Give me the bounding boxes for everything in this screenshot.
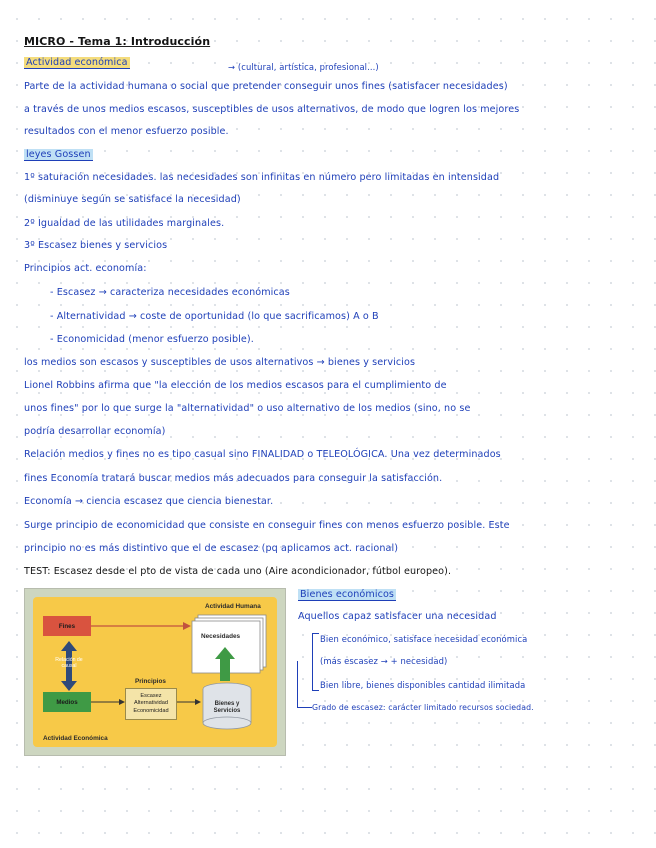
- section-heading-actividad-label: Actividad económica: [26, 57, 128, 68]
- box-principios: [125, 688, 177, 720]
- bullet-item: - Alternatividad → coste de oportunidad (lo que sacrificamos) A o B: [50, 311, 379, 322]
- paragraph-line: Economía → ciencia escasez que ciencia bienestar.: [24, 496, 274, 507]
- paragraph-line: Aquellos capaz satisfacer una necesidad: [298, 611, 497, 622]
- section-heading-bienes: [298, 590, 396, 600]
- list-item: Bien económico, satisface necesidad económica: [320, 634, 528, 644]
- paragraph-line: a través de unos medios escasos, susceptibles de usos alternativos, de modo que logren los mejores: [24, 104, 520, 115]
- principios-heading: Principios act. economía:: [24, 263, 147, 274]
- paragraph-line: Parte de la actividad humana o social que pretender conseguir unos fines (satisfacer necesidades): [24, 81, 508, 92]
- paragraph-line: fines Economía tratará buscar medios más adecuados para conseguir la satisfacción.: [24, 473, 443, 484]
- bullet-item: - Escasez → caracteriza necesidades económicas: [50, 287, 290, 298]
- paragraph-line: Surge principio de economicidad que consiste en conseguir fines con menos esfuerzo posible. Este: [24, 520, 510, 531]
- aside-note: → (cultural, artística, profesional...): [228, 62, 379, 72]
- diagram-photo: [24, 588, 286, 756]
- label-relacion: Relación de causal: [55, 657, 83, 670]
- connector-line: [297, 661, 312, 708]
- list-item: Grado de escasez: carácter limitado recursos sociedad.: [312, 703, 534, 712]
- box-fines-label: Fines: [58, 622, 76, 630]
- paragraph-line: los medios son escasos y susceptibles de usos alternativos → bienes y servicios: [24, 357, 416, 368]
- paragraph-line: Lionel Robbins afirma que "la elección de los medios escasos para el cumplimiento de: [24, 380, 447, 391]
- list-item: (más escasez → + necesidad): [320, 656, 448, 666]
- principio-escasez: Escasez: [140, 693, 162, 700]
- label-principios: Principios: [135, 678, 166, 685]
- box-medios-label: Medios: [56, 698, 78, 706]
- list-item: Bien libre, bienes disponibles cantidad ilimitada: [320, 680, 526, 690]
- label-actividad-humana: Actividad Humana: [205, 603, 261, 610]
- label-necesidades: Necesidades: [201, 633, 241, 640]
- label-bienes: Bienes y Servicios: [213, 701, 241, 715]
- section-heading-gossen: [24, 150, 93, 160]
- principio-alternatividad: Alternatividad: [134, 700, 168, 707]
- paragraph-line: unos fines" por lo que surge la "alternatividad" o uso alternativo de los medios (sino, no se: [24, 403, 471, 414]
- label-actividad-economica: Actividad Económica: [43, 735, 108, 742]
- list-item: (disminuye según se satisface la necesidad): [24, 194, 241, 205]
- page-title: MICRO - Tema 1: Introducción: [24, 35, 211, 48]
- box-fines: [43, 616, 91, 636]
- paragraph-line: Relación medios y fines no es tipo casual sino FINALIDAD o TELEOLÓGICA. Una vez determinados: [24, 449, 501, 460]
- diagram-arrows: [25, 589, 285, 755]
- bullet-item: - Economicidad (menor esfuerzo posible).: [50, 334, 254, 345]
- list-item: 3º Escasez bienes y servicios: [24, 240, 168, 251]
- label-arrow-vertical: Utilizar: [211, 651, 217, 667]
- test-line: TEST: Escasez desde el pto de vista de cada uno (Aire acondicionador, fútbol europeo).: [24, 566, 452, 577]
- box-medios: [43, 692, 91, 712]
- section-heading-bienes-label: Bienes económicos: [300, 589, 395, 600]
- paragraph-line: podría desarrollar economía): [24, 426, 166, 437]
- section-heading-actividad: [24, 58, 130, 68]
- paragraph-line: principio no es más distintivo que el de escasez (pq aplicamos act. racional): [24, 543, 399, 554]
- section-heading-gossen-label: leyes Gossen: [26, 149, 91, 160]
- list-item: 1º saturación necesidades. las necesidades son infinitas en número pero limitadas en intensidad: [24, 172, 500, 183]
- bracket: [312, 633, 319, 691]
- paragraph-line: resultados con el menor esfuerzo posible.: [24, 126, 229, 137]
- list-item: 2º Igualdad de las utilidades marginales.: [24, 218, 225, 229]
- principio-economicidad: Economicidad: [133, 707, 169, 714]
